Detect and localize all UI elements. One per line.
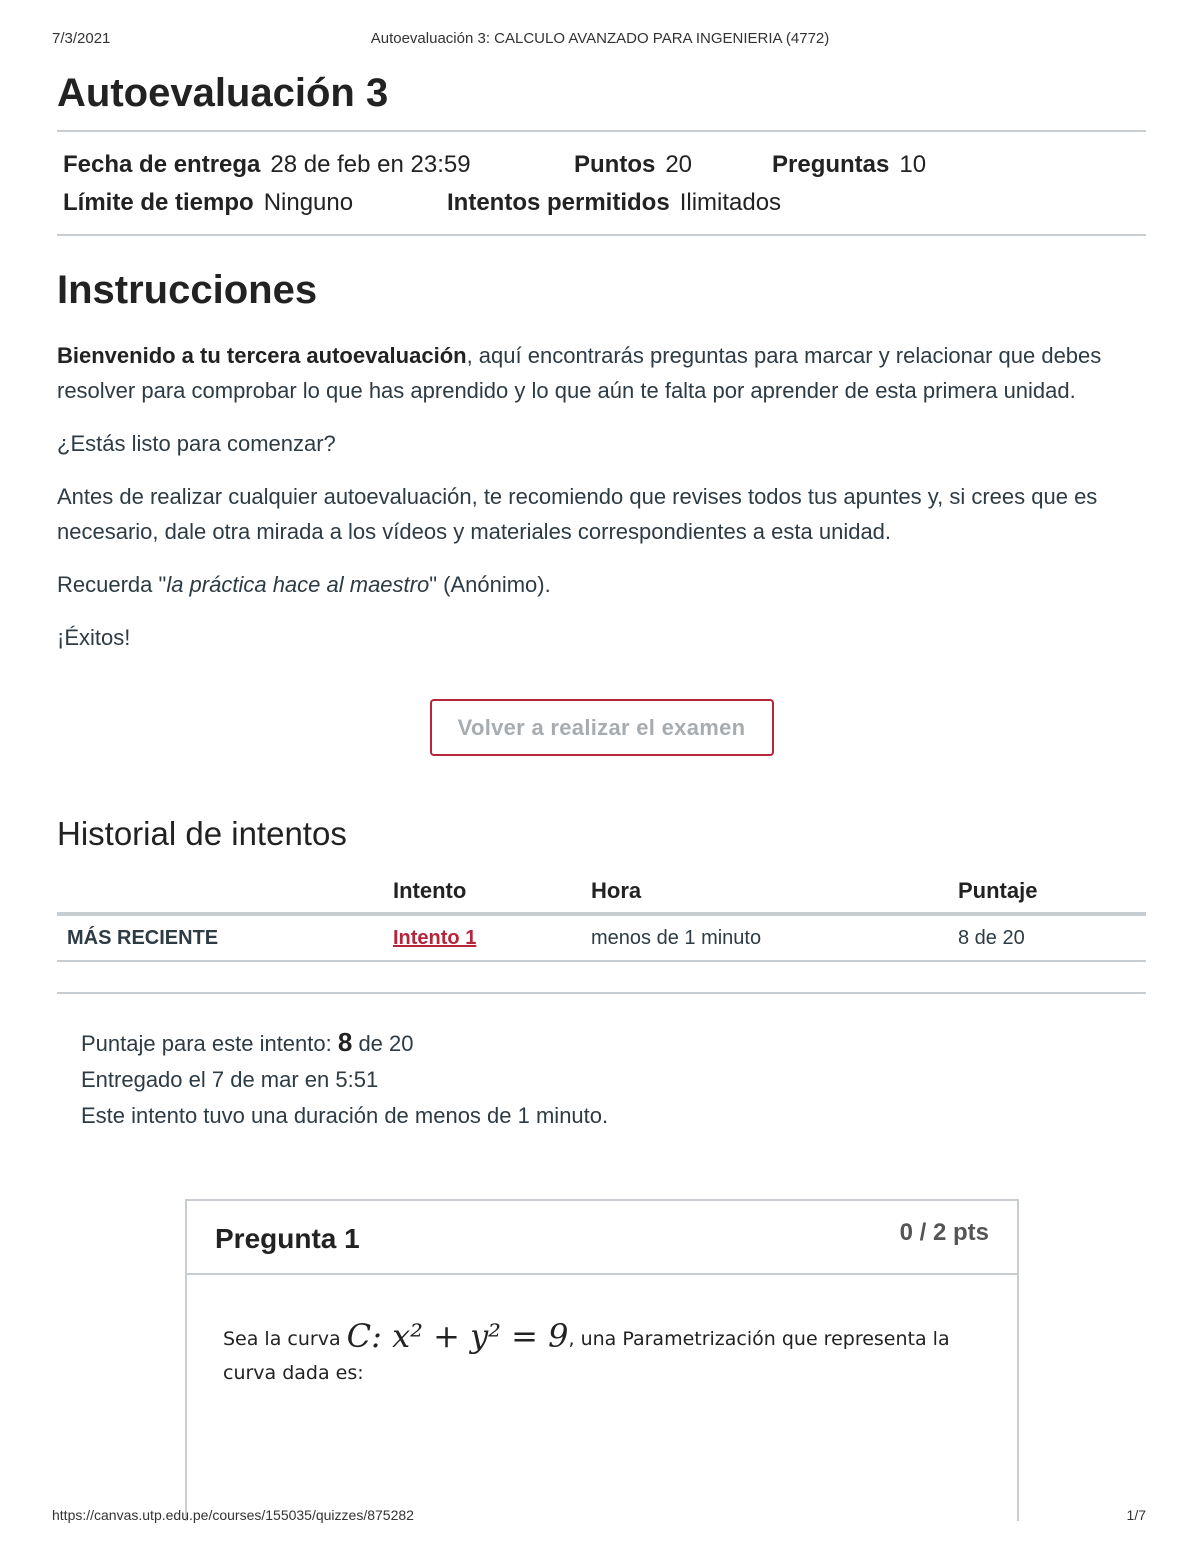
column-header-score: Puntaje <box>958 878 1038 903</box>
attempt-summary <box>57 1024 1146 1134</box>
column-header-attempt: Intento <box>393 878 467 903</box>
column-header <box>57 876 383 914</box>
attempt-score <box>81 1024 1146 1062</box>
instructions-paragraph: ¡Éxitos! <box>57 625 131 650</box>
points-value: 20 <box>665 151 693 178</box>
questions-label: Preguntas <box>772 151 890 178</box>
attempt-history-title: Historial de intentos <box>57 815 347 852</box>
time-limit <box>63 184 447 222</box>
question-text <box>187 1275 1017 1390</box>
attempt-score-total: de 20 <box>352 1031 414 1056</box>
table-row <box>57 914 1146 961</box>
most-recent-label: MÁS RECIENTE <box>67 926 219 949</box>
page-title: Autoevaluación 3 <box>57 71 389 115</box>
instructions-text: " (Anónimo). <box>429 572 551 597</box>
instructions-title: Instrucciones <box>57 268 318 312</box>
print-date: 7/3/2021 <box>52 30 111 47</box>
quiz-content <box>57 60 1146 1134</box>
due-date <box>63 146 574 184</box>
divider <box>57 992 1146 994</box>
questions-value: 10 <box>899 151 927 178</box>
table-header-row <box>57 876 1146 914</box>
attempt-submitted: Entregado el 7 de mar en 5:51 <box>81 1067 379 1092</box>
attempt-score-value: 8 <box>337 1027 353 1057</box>
question-header <box>187 1201 1017 1275</box>
instructions-quote: la práctica hace al maestro <box>166 572 430 597</box>
attempt-cell <box>383 914 581 961</box>
retake-quiz-button[interactable]: Volver a realizar el examen <box>430 699 774 756</box>
question-text-start: Sea la curva <box>223 1328 347 1350</box>
questions <box>772 146 926 184</box>
instructions-body <box>57 338 1146 655</box>
allowed-attempts <box>447 184 781 222</box>
quiz-details <box>57 132 1146 234</box>
question-text-end: , una Parametrización que representa la curva dada es: <box>223 1328 950 1384</box>
points-label: Puntos <box>574 151 656 178</box>
instructions-text: Recuerda " <box>57 572 167 597</box>
print-title: Autoevaluación 3: CALCULO AVANZADO PARA INGENIERIA (4772) <box>370 30 830 47</box>
instructions-paragraph: Antes de realizar cualquier autoevaluación, te recomiendo que revises todos tus apuntes y, si crees que es necesario, dale otra mirada a los vídeos y materiales correspondientes a esta unidad. <box>57 484 1098 544</box>
print-page-number: 1/7 <box>1126 1507 1146 1523</box>
points <box>574 146 772 184</box>
question-card <box>185 1199 1019 1521</box>
attempt-score-label: Puntaje para este intento: <box>81 1031 338 1056</box>
time-limit-value: Ninguno <box>263 189 354 216</box>
instructions-paragraph <box>57 338 1146 408</box>
question-points: 0 / 2 pts <box>899 1219 989 1246</box>
attempt-duration: Este intento tuvo una duración de menos de 1 minuto. <box>81 1103 609 1128</box>
question-name: Pregunta 1 <box>215 1223 360 1254</box>
attempt-history-table <box>57 876 1146 962</box>
time-limit-label: Límite de tiempo <box>63 189 254 216</box>
column-header-time: Hora <box>591 878 642 903</box>
divider <box>57 234 1146 236</box>
instructions-text: , aquí encontrarás preguntas para marcar y relacionar que debes resolver para comprobar lo que has aprendido y lo que aún te falta por aprender de esta primera unidad. <box>57 343 1102 403</box>
allowed-attempts-value: Ilimitados <box>679 189 782 216</box>
question-equation: C: x² + y² = 9 <box>346 1317 569 1355</box>
time-cell: menos de 1 minuto <box>591 926 762 949</box>
due-date-label: Fecha de entrega <box>63 151 261 178</box>
print-url: https://canvas.utp.edu.pe/courses/155035/quizzes/875282 <box>52 1507 414 1523</box>
instructions-paragraph: ¿Estás listo para comenzar? <box>57 431 336 456</box>
instructions-welcome: Bienvenido a tu tercera autoevaluación <box>57 343 467 368</box>
allowed-attempts-label: Intentos permitidos <box>447 189 670 216</box>
due-date-value: 28 de feb en 23:59 <box>270 151 471 178</box>
attempt-link[interactable]: Intento 1 <box>393 926 477 949</box>
instructions-paragraph <box>57 567 1146 602</box>
score-cell: 8 de 20 <box>958 926 1025 949</box>
